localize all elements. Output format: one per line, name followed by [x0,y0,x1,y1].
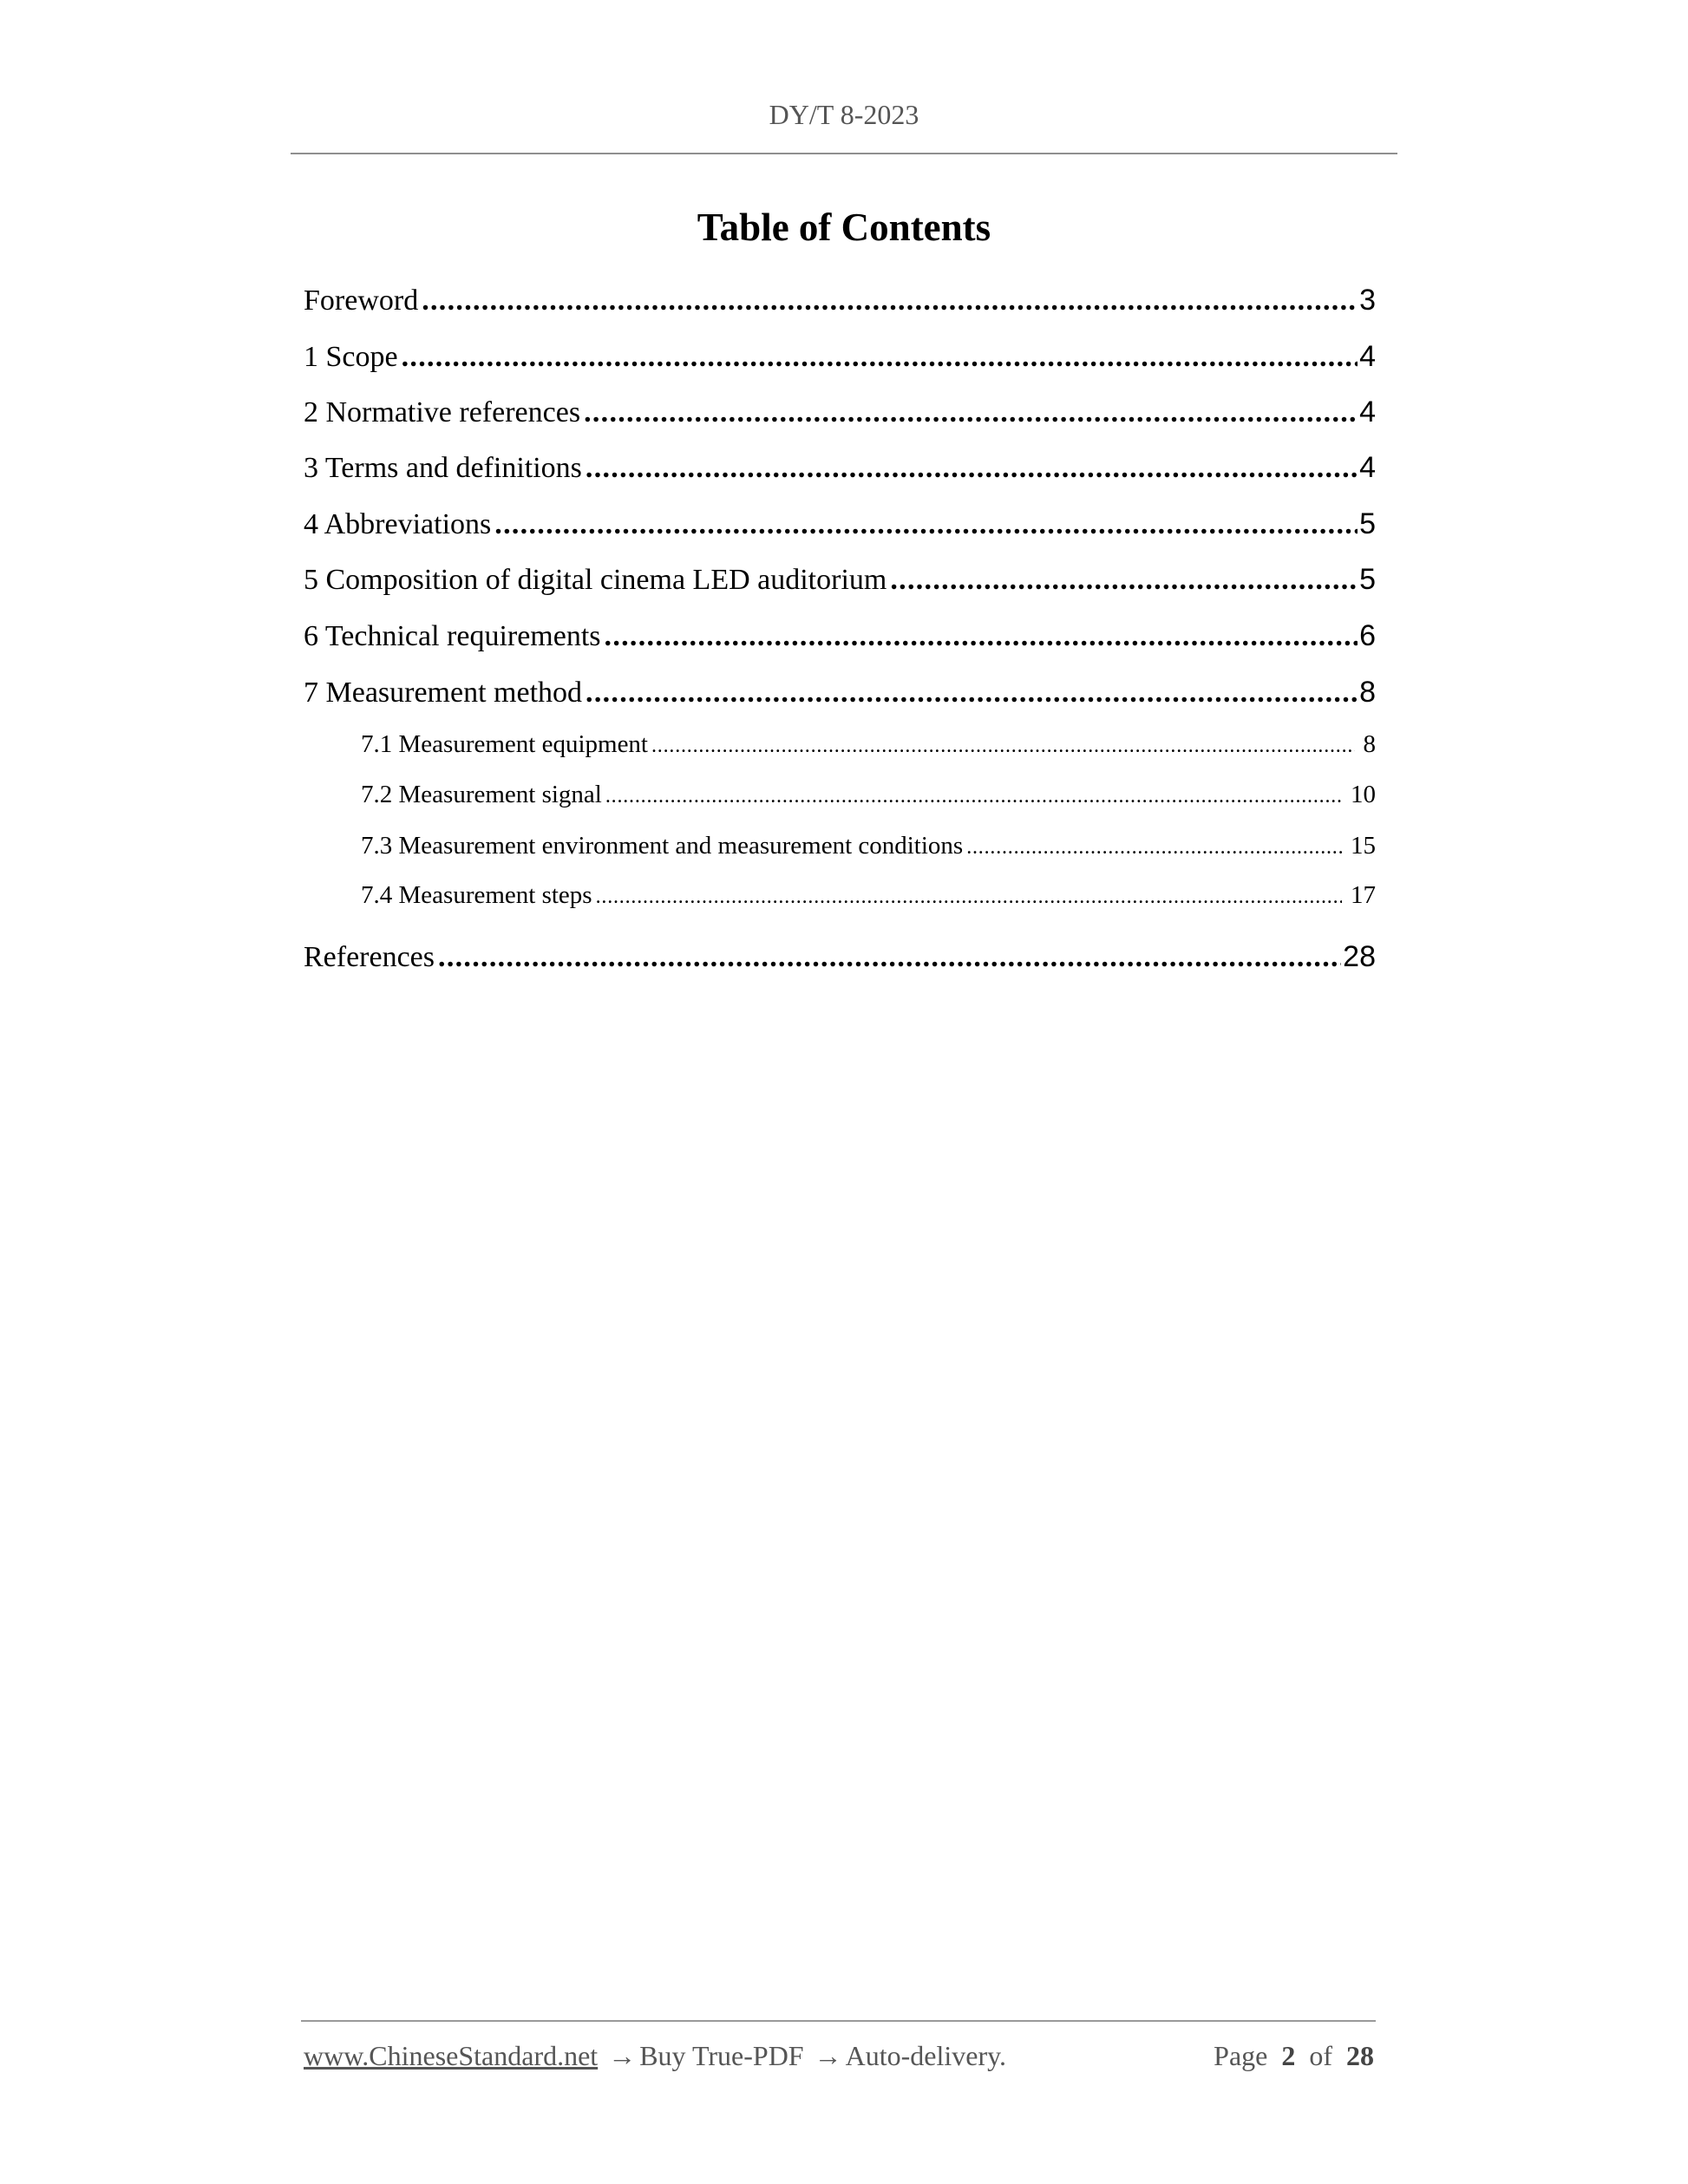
toc-entry-normative-references[interactable] [304,396,1376,434]
toc-entry-page: 5 [1359,563,1376,596]
dot-leader [596,886,1342,909]
footer-divider [301,2020,1376,2022]
page-label: Page [1214,2040,1268,2071]
toc-entry-measurement-signal[interactable] [361,781,1376,814]
dot-leader [438,941,1341,974]
toc-entry-technical-requirements[interactable] [304,619,1376,657]
toc-entry-page: 4 [1359,451,1376,484]
toc-entry-measurement-method[interactable] [304,676,1376,714]
toc-entry-references[interactable] [304,940,1376,978]
toc-entry-page: 17 [1351,881,1376,909]
dot-leader [586,452,1358,485]
footer-promo [304,2038,1006,2073]
toc-entry-abbreviations[interactable] [304,507,1376,546]
footer-step-buy: Buy True-PDF [639,2040,804,2071]
toc-entry-label: Foreword [304,284,419,317]
toc-entry-measurement-steps[interactable] [361,881,1376,914]
toc-entry-page: 4 [1359,340,1376,373]
toc-entry-label: 1 Scope [304,341,398,373]
dot-leader [422,284,1358,317]
page-current: 2 [1281,2040,1296,2071]
toc-entry-foreword[interactable] [304,284,1376,322]
toc-entry-page: 6 [1359,619,1376,652]
toc-entry-label: References [304,941,435,973]
dot-leader [586,677,1358,709]
page-total: 28 [1346,2040,1374,2071]
page-of-label: of [1309,2040,1332,2071]
toc-entry-page: 15 [1351,832,1376,860]
dot-leader [402,341,1358,374]
toc-entry-label: 7.3 Measurement environment and measurement conditions [361,832,964,860]
toc-entry-page: 8 [1359,676,1376,709]
dot-leader [890,564,1358,597]
arrow-right-icon: → [814,2040,842,2071]
toc-entry-label: 2 Normative references [304,396,581,428]
toc-entry-page: 4 [1359,396,1376,428]
toc-entry-page: 3 [1359,284,1376,317]
toc-entry-label: 6 Technical requirements [304,620,601,652]
toc-entry-terms-and-definitions[interactable] [304,451,1376,489]
toc-entry-label: 4 Abbreviations [304,508,492,540]
page-indicator [1214,2038,1374,2073]
website-link[interactable]: www.ChineseStandard.net [304,2040,599,2071]
dot-leader [651,735,1355,758]
toc-entry-measurement-environment[interactable] [361,832,1376,865]
dot-leader [584,396,1358,429]
toc-entry-label: 7 Measurement method [304,677,583,709]
dot-leader [605,620,1358,653]
toc-entry-scope[interactable] [304,340,1376,378]
header-divider [291,153,1397,154]
arrow-right-icon: → [608,2040,637,2071]
dot-leader [494,508,1358,541]
toc-entry-composition[interactable] [304,563,1376,601]
toc-entry-measurement-equipment[interactable] [361,730,1376,763]
page-title: Table of Contents [697,206,991,249]
toc-entry-page: 28 [1343,940,1376,973]
footer-step-delivery: Auto-delivery. [845,2040,1007,2071]
toc-entry-label: 7.1 Measurement equipment [361,730,648,758]
dot-leader [966,836,1342,860]
toc-entry-page: 10 [1351,781,1376,808]
toc-entry-label: 7.4 Measurement steps [361,881,592,909]
toc-entry-label: 5 Composition of digital cinema LED auditorium [304,564,887,596]
running-header-doc-code: DY/T 8-2023 [769,99,919,130]
toc-entry-label: 7.2 Measurement signal [361,781,602,808]
page-footer [304,2038,1376,2073]
dot-leader [605,785,1342,808]
toc-entry-page: 8 [1363,730,1376,758]
toc-entry-label: 3 Terms and definitions [304,452,582,484]
toc-entry-page: 5 [1359,507,1376,540]
